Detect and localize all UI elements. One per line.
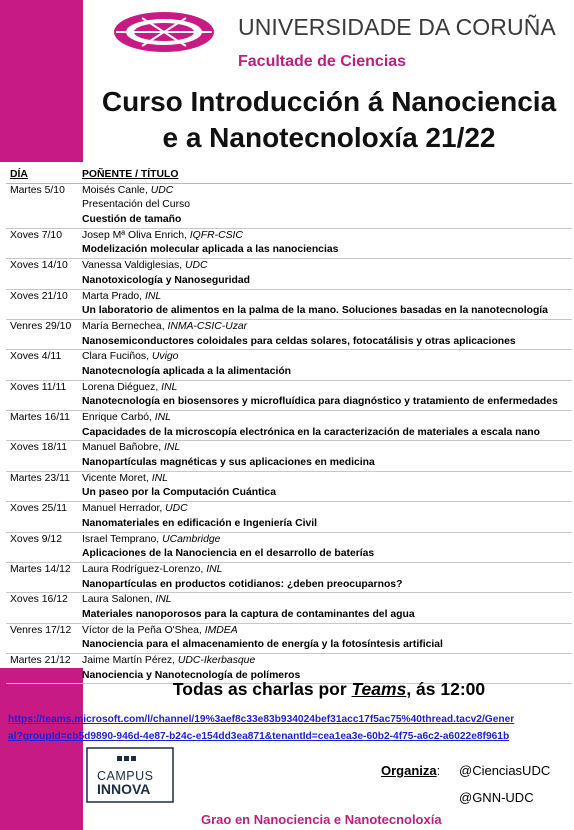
speaker-affiliation: INL — [206, 563, 223, 575]
schedule-row — [6, 654, 572, 669]
talk-title: Nanotecnología en biosensores y microfluídica para diagnóstico y tratamiento de enfermedades — [82, 396, 558, 408]
speaker-cell — [82, 411, 572, 426]
schedule-row — [6, 411, 572, 426]
speaker-cell — [82, 350, 572, 365]
session-day — [6, 395, 82, 410]
session-day — [6, 274, 82, 289]
speaker-name: Lorena Diéguez, — [82, 381, 162, 393]
handle-gnn-udc: @GNN-UDC — [459, 790, 534, 805]
session-day: Venres 29/10 — [10, 320, 72, 332]
speaker-cell — [82, 184, 572, 199]
handle-ciencias-udc: @CienciasUDC — [459, 763, 551, 778]
schedule-row — [6, 624, 572, 639]
talk-title: Nanosemiconductores coloidales para celdas solares, fotocatálisis y otras aplicaciones — [82, 335, 516, 347]
organiza-text: Organiza — [381, 763, 437, 778]
talk-title: Un laboratorio de alimentos en la palma de la mano. Soluciones basadas en la nanotecnología — [82, 305, 548, 317]
session-day — [6, 426, 82, 441]
organiza-colon: : — [436, 763, 441, 778]
speaker-cell — [82, 593, 572, 608]
schedule-row — [6, 290, 572, 305]
session-day — [6, 198, 82, 213]
schedule-row — [6, 608, 572, 624]
session-day: Martes 5/10 — [10, 184, 65, 196]
speaker-cell — [82, 533, 572, 548]
session-day — [6, 669, 82, 684]
column-header-day: DÍA — [10, 169, 28, 180]
session-day — [6, 365, 82, 380]
schedule-row — [6, 502, 572, 517]
talk-title: Capacidades de la microscopía electrónica en la caracterización de materiales a escala nano — [82, 426, 540, 438]
schedule-row — [6, 213, 572, 229]
schedule-row — [6, 350, 572, 365]
schedule-row — [6, 320, 572, 335]
talk-title-cell — [82, 243, 572, 258]
talk-title-cell — [82, 456, 572, 471]
speaker-name: Josep Mª Oliva Enrich, — [82, 229, 190, 241]
session-note: Presentación del Curso — [82, 199, 191, 211]
speaker-name: Laura Salonen, — [82, 594, 156, 606]
course-title-line-1: Curso Introducción á Nanociencia — [101, 86, 557, 117]
session-day: Xoves 4/11 — [10, 351, 62, 363]
speaker-affiliation: UDC — [165, 503, 188, 515]
schedule-row — [6, 335, 572, 351]
teams-link-line-1[interactable]: https://teams.microsoft.com/l/channel/19%3aef8c33e83b934024bef31acc17f5ac75%40thread.tacv2/Gener — [8, 714, 515, 725]
speaker-name: Jaime Martín Pérez, — [82, 655, 178, 666]
speaker-cell — [82, 654, 572, 669]
course-title-line-2: e a Nanotecnoloxía 21/22 — [162, 122, 496, 153]
teams-notice — [84, 679, 574, 700]
speaker-name: Vicente Moret, — [82, 472, 152, 484]
udc-logo — [112, 10, 216, 54]
session-day — [6, 486, 82, 501]
talk-title: Materiales nanoporosos para la captura de contaminantes del agua — [82, 608, 415, 620]
speaker-name: Vanessa Valdiglesias, — [82, 260, 186, 272]
session-day: Xoves 9/12 — [10, 533, 62, 545]
talk-title: Nanopartículas en productos cotidianos: ¿deben preocuparnos? — [82, 578, 403, 590]
schedule-row — [6, 593, 572, 608]
speaker-cell — [82, 563, 572, 578]
schedule-row — [6, 472, 572, 487]
session-day — [6, 578, 82, 593]
magenta-bar-top — [0, 0, 83, 162]
session-day — [6, 243, 82, 258]
speaker-affiliation: UDC — [185, 260, 208, 272]
talk-title-cell — [82, 213, 572, 228]
faculty-name: Facultade de Ciencias — [238, 53, 407, 70]
speaker-affiliation: IQFR-CSIC — [189, 229, 243, 241]
talk-title-cell — [82, 517, 572, 532]
speaker-name: Víctor de la Peña O'Shea, — [82, 624, 205, 636]
schedule-row — [6, 638, 572, 654]
speaker-name: Enrique Carbó, — [82, 412, 155, 423]
talk-title-cell — [82, 486, 572, 501]
talk-title-cell — [82, 608, 572, 623]
speaker-affiliation: INL — [151, 472, 168, 484]
talk-title: Aplicaciones de la Nanociencia en el desarrollo de baterías — [82, 548, 375, 560]
note-cell — [82, 198, 572, 213]
schedule-row — [6, 533, 572, 548]
talk-title-cell — [82, 304, 572, 319]
session-day: Xoves 25/11 — [10, 503, 67, 515]
talk-title-cell — [82, 426, 572, 441]
speaker-name: Manuel Herrador, — [82, 503, 166, 515]
column-header-speaker: POÑENTE / TÍTULO — [82, 169, 179, 180]
speaker-affiliation: UDC — [150, 184, 174, 196]
talk-title: Modelización molecular aplicada a las nanociencias — [82, 244, 339, 256]
schedule-row — [6, 563, 572, 578]
speaker-name: Laura Rodríguez-Lorenzo, — [82, 563, 207, 575]
talk-title-cell — [82, 395, 572, 410]
talk-title: Nanociencia y Nanotecnología de polímeros — [82, 669, 301, 681]
session-day: Xoves 21/10 — [10, 290, 68, 302]
campus-line-2: INNOVA — [97, 781, 151, 797]
degree-name: Grao en Nanociencia e Nanotecnoloxía — [201, 812, 442, 827]
schedule-row — [6, 365, 572, 381]
speaker-cell — [82, 472, 572, 487]
schedule-row — [6, 441, 572, 456]
session-day: Xoves 16/12 — [10, 594, 68, 606]
talk-title: Cuestión de tamaño — [82, 214, 182, 226]
speaker-affiliation: INL — [164, 442, 181, 454]
session-day — [6, 638, 82, 653]
schedule-row — [6, 229, 572, 244]
session-day: Martes 16/11 — [10, 412, 70, 423]
speaker-affiliation: INL — [154, 412, 171, 423]
session-day — [6, 304, 82, 319]
speaker-cell — [82, 259, 572, 274]
session-day: Xoves 18/11 — [10, 442, 67, 454]
university-name: UNIVERSIDADE DA CORUÑA — [238, 14, 556, 40]
schedule-row — [6, 274, 572, 290]
session-day — [6, 517, 82, 532]
speaker-name: Israel Temprano, — [82, 533, 163, 545]
talk-title-cell — [82, 335, 572, 350]
session-day — [6, 213, 82, 228]
speaker-cell — [82, 502, 572, 517]
teams-notice-pre: Todas as charlas por — [172, 679, 352, 699]
schedule-row — [6, 395, 572, 411]
talk-title: Nanotecnología aplicada a la alimentación — [82, 365, 292, 377]
talk-title: Nanomateriales en edificación e Ingeniería Civil — [82, 517, 318, 529]
speaker-cell — [82, 381, 572, 396]
schedule-row — [6, 243, 572, 259]
session-day — [6, 547, 82, 562]
talk-title-cell — [82, 547, 572, 562]
schedule-row — [6, 578, 572, 594]
schedule-row — [6, 426, 572, 442]
talk-title: Nanociencia para el almacenamiento de energía y la fotosíntesis artificial — [82, 639, 443, 651]
schedule-row — [6, 547, 572, 563]
schedule-row — [6, 183, 572, 199]
organiza-label — [381, 763, 440, 778]
speaker-cell — [82, 229, 572, 244]
schedule-row — [6, 198, 572, 213]
campus-innova-text — [97, 770, 153, 796]
schedule-row — [6, 456, 572, 472]
session-day: Xoves 14/10 — [10, 260, 68, 272]
speaker-name: Clara Fuciños, — [82, 351, 152, 363]
speaker-affiliation: UCambridge — [162, 533, 221, 545]
speaker-name: Marta Prado, — [82, 290, 145, 302]
session-day: Xoves 11/11 — [10, 381, 67, 393]
speaker-affiliation: IMDEA — [204, 624, 238, 636]
schedule-row — [6, 259, 572, 274]
talk-title: Nanopartículas magnéticas y sus aplicaciones en medicina — [82, 457, 375, 469]
speaker-affiliation: Uvigo — [151, 351, 179, 363]
schedule-header-row — [6, 168, 572, 183]
talk-title: Un paseo por la Computación Cuántica — [82, 487, 276, 499]
speaker-affiliation: INL — [144, 290, 162, 302]
teams-link-line-2[interactable]: al?groupId=cb5d9890-946d-4e87-b24c-e154dd3ea871&tenantId=cea1ea3e-60b2-4f75-a6c2-a6022e8f961b — [8, 731, 510, 742]
speaker-affiliation: INL — [155, 594, 172, 606]
speaker-cell — [82, 320, 572, 335]
session-day: Venres 17/12 — [10, 624, 72, 636]
speaker-name: Moisés Canle, — [82, 184, 151, 196]
teams-notice-word: Teams — [351, 679, 407, 699]
schedule-row — [6, 486, 572, 502]
session-day: Martes 23/11 — [10, 472, 70, 484]
talk-title-cell — [82, 638, 572, 653]
schedule-row — [6, 517, 572, 533]
schedule-row — [6, 381, 572, 396]
session-day: Martes 14/12 — [10, 563, 71, 575]
teams-notice-post: , ás 12:00 — [406, 679, 486, 699]
session-day — [6, 456, 82, 471]
schedule-row — [6, 304, 572, 320]
magenta-bar-bottom — [0, 668, 83, 830]
session-day: Martes 21/12 — [10, 655, 71, 666]
speaker-cell — [82, 441, 572, 456]
talk-title-cell — [82, 365, 572, 380]
talk-title-cell — [82, 274, 572, 289]
talk-title: Nanotoxicología y Nanoseguridad — [82, 274, 251, 286]
campus-line-1: CAMPUS — [97, 769, 154, 783]
speaker-affiliation: INL — [161, 381, 178, 393]
speaker-affiliation: UDC-Ikerbasque — [177, 655, 256, 666]
session-day — [6, 335, 82, 350]
speaker-cell — [82, 290, 572, 305]
talk-title-cell — [82, 578, 572, 593]
session-day: Xoves 7/10 — [10, 229, 62, 241]
speaker-affiliation: INMA-CSIC-Uzar — [167, 320, 248, 332]
speaker-cell — [82, 624, 572, 639]
schedule-table — [6, 168, 572, 684]
speaker-name: María Bernechea, — [82, 320, 168, 332]
speaker-name: Manuel Bañobre, — [82, 442, 165, 454]
session-day — [6, 608, 82, 623]
